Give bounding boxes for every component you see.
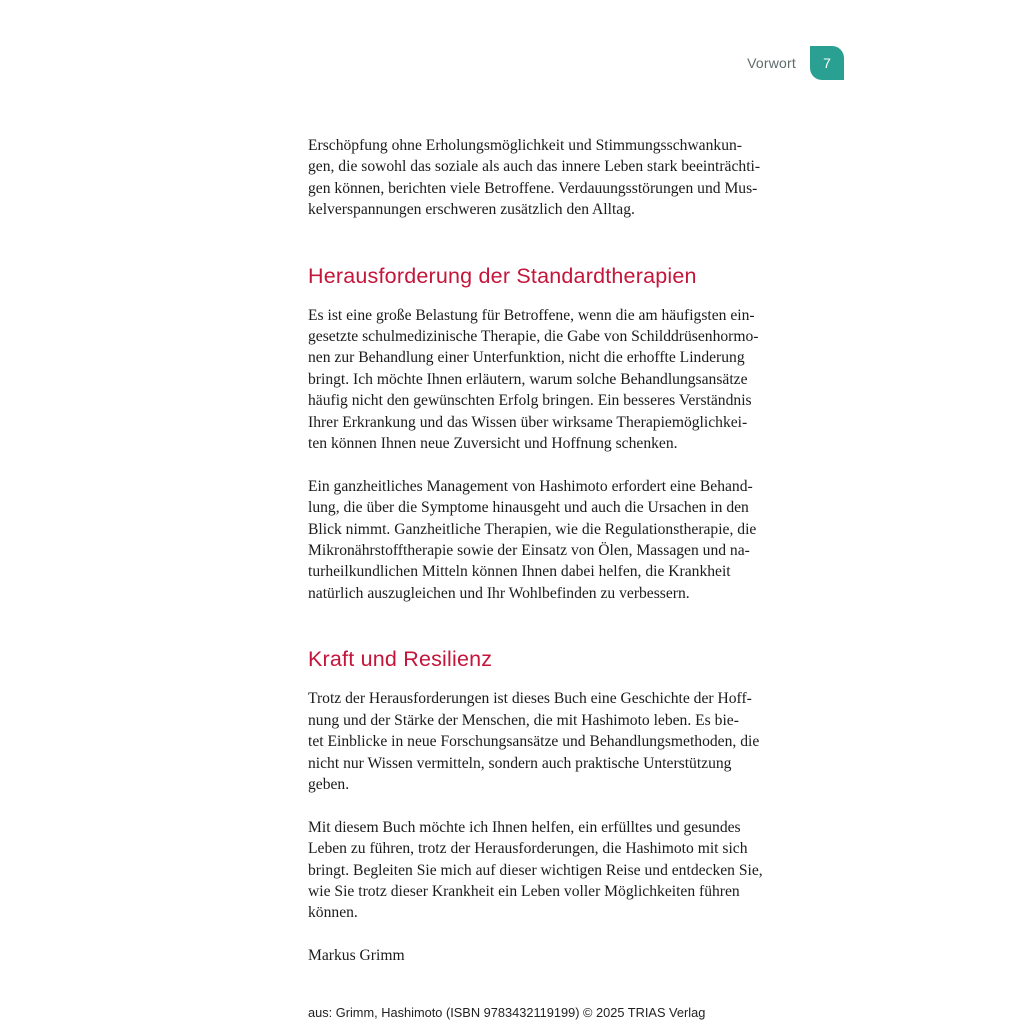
body-paragraph: Trotz der Herausforderungen ist dieses Buch eine Geschichte der Hoff- nung und der Stärke der Menschen, die mit Hashimoto leben. Es bie- tet Einblicke in neue Forschungsansätze und Behandlungsmethoden, die nicht nur Wissen vermitteln, sondern auch praktische Unterstützung geben. <box>308 690 760 793</box>
running-head: Vorwort <box>747 55 796 71</box>
section-heading: Kraft und Resilienz <box>308 647 493 672</box>
page-number-badge: 7 <box>810 46 844 80</box>
main-content <box>308 135 800 967</box>
source-footer: aus: Grimm, Hashimoto (ISBN 9783432119199) © 2025 TRIAS Verlag <box>308 1005 706 1020</box>
body-paragraph: Ein ganzheitliches Management von Hashimoto erfordert eine Behand- lung, die über die Symptome hinausgeht und auch die Ursachen in den Blick nimmt. Ganzheitliche Therapien, wie die Regulationstherapie, die Mikronährstofftherapie sowie der Einsatz von Ölen, Massagen und na- turheilkundlichen Mitteln können Ihnen dabei helfen, die Krankheit natürlich auszugleichen und Ihr Wohlbefinden zu verbessern. <box>308 477 757 602</box>
author-signature: Markus Grimm <box>308 947 405 965</box>
body-paragraph: Erschöpfung ohne Erholungsmöglichkeit und Stimmungsschwankun- gen, die sowohl das soziale als auch das innere Leben stark beeinträchti- gen können, berichten viele Betroffene. Verdauungsstörungen und Mus- kelverspannungen erschweren zusätzlich den Alltag. <box>308 137 761 219</box>
body-paragraph: Mit diesem Buch möchte ich Ihnen helfen, ein erfülltes und gesundes Leben zu führen, trotz der Herausforderungen, die Hashimoto mit sich bringt. Begleiten Sie mich auf dieser wichtigen Reise und entdecken Sie, wie Sie trotz dieser Krankheit ein Leben voller Möglichkeiten führen können. <box>308 818 763 922</box>
body-paragraph: Es ist eine große Belastung für Betroffene, wenn die am häufigsten ein- gesetzte schulmedizinische Therapie, die Gabe von Schilddrüsenhormo- nen zur Behandlung einer Unterfunktion, nicht die erhoffte Linderung bringt. Ich möchte Ihnen erläutern, warum solche Behandlungsansätze häufig nicht den gewünschten Erfolg bringen. Ein besseres Verständnis Ihrer Erkrankung und das Wissen über wirksame Therapiemöglichkei- ten können Ihnen neue Zuversicht und Hoffnung schenken. <box>308 306 759 453</box>
section-heading: Herausforderung der Standardtherapien <box>308 263 697 288</box>
page-header <box>747 46 844 80</box>
